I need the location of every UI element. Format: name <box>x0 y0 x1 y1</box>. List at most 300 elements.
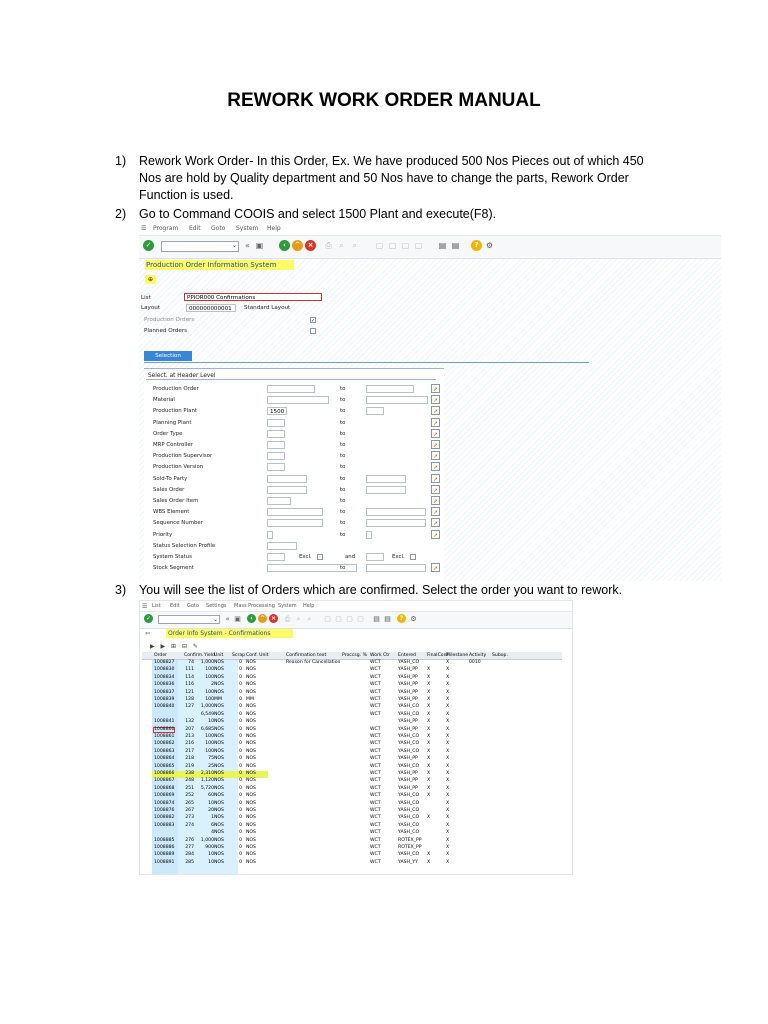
column-header[interactable]: Unit <box>214 653 224 658</box>
production-orders-checkbox[interactable]: ✓ <box>311 318 316 324</box>
multiple-selection-icon[interactable]: ➚ <box>432 430 439 438</box>
toolbar <box>139 236 721 259</box>
table-cell: X <box>446 837 450 843</box>
field-label: WBS Element <box>153 509 190 516</box>
table-cell: NOS <box>246 704 256 710</box>
page-title: REWORK WORK ORDER MANUAL <box>227 90 541 111</box>
table-cell: 20 <box>208 808 214 813</box>
table-cell: 216 <box>185 741 194 747</box>
settings-icon[interactable]: ⚙ <box>485 241 494 250</box>
field-to-input[interactable] <box>366 564 426 572</box>
table-row[interactable] <box>142 734 562 741</box>
table-row[interactable] <box>142 801 562 808</box>
table-row[interactable] <box>142 845 562 852</box>
table-cell: X <box>427 711 431 717</box>
multiple-selection-icon[interactable]: ➚ <box>432 419 439 427</box>
new-session-icon[interactable]: ▤ <box>373 615 380 623</box>
table-row[interactable] <box>142 771 562 778</box>
field-from-input[interactable] <box>267 430 285 438</box>
table-cell: X <box>446 674 450 680</box>
field-from-input[interactable] <box>267 396 329 404</box>
table-cell: 277 <box>185 845 194 850</box>
first-page-icon[interactable]: ▢ <box>324 615 331 623</box>
table-cell: X <box>427 667 431 673</box>
execute-icon[interactable]: ⊕ <box>145 275 156 284</box>
multiple-selection-icon[interactable]: ➚ <box>432 475 439 483</box>
table-cell: 217 <box>185 748 194 754</box>
production-plant-input[interactable]: 1500 <box>267 407 287 415</box>
table-cell: NOS <box>214 719 224 725</box>
table-cell: X <box>446 785 450 791</box>
table-cell: YASH_CO <box>398 711 420 717</box>
menu-system[interactable]: System <box>278 603 297 609</box>
table-row[interactable] <box>142 838 562 845</box>
column-header[interactable]: FinalConf <box>427 653 449 658</box>
multiple-selection-icon[interactable]: ➚ <box>432 464 439 472</box>
field-from-input[interactable] <box>267 497 291 505</box>
cancel-icon[interactable]: × <box>305 240 316 251</box>
field-label: Sequence Number <box>153 520 203 527</box>
table-row[interactable] <box>142 749 562 756</box>
table-cell: NOS <box>214 808 224 813</box>
field-label: Priority <box>153 531 173 538</box>
table-row[interactable] <box>142 852 562 859</box>
table-cell: NOS <box>214 674 224 680</box>
field-to-input[interactable] <box>366 531 372 539</box>
column-header[interactable]: Work Ctr <box>370 653 390 658</box>
table-row[interactable] <box>142 727 562 734</box>
table-row[interactable] <box>142 697 562 704</box>
sap-selection-screenshot <box>139 223 721 581</box>
help-icon[interactable]: ? <box>397 614 406 623</box>
field-from-input[interactable] <box>267 486 307 494</box>
table-cell: 1008863 <box>154 748 175 754</box>
to-label: to <box>340 486 346 493</box>
table-row[interactable] <box>142 823 562 830</box>
table-cell: 128 <box>185 697 194 702</box>
menu-mass-processing[interactable]: Mass Processing <box>234 603 275 609</box>
table-cell: X <box>427 793 431 799</box>
status-profile-input[interactable] <box>267 542 297 550</box>
table-cell: 1008839 <box>154 697 175 702</box>
table-row[interactable] <box>142 764 562 771</box>
table-cell: X <box>446 704 450 710</box>
table-cell: NOS <box>214 800 224 806</box>
table-cell: WCT <box>370 852 381 858</box>
table-cell: YASH_CO <box>398 830 420 836</box>
menu-help[interactable]: Help <box>303 603 315 609</box>
table-cell: 10 <box>208 852 214 858</box>
field-label: Status Selection Profile <box>153 542 216 549</box>
table-row[interactable] <box>142 704 562 711</box>
field-to-input[interactable] <box>366 519 426 527</box>
table-row[interactable] <box>142 741 562 748</box>
table-cell: 0 <box>239 771 242 776</box>
table-cell: YASH_PP <box>398 778 418 784</box>
table-cell: 267 <box>185 808 194 813</box>
alv-toolbar-icons[interactable]: ▶ ▶ ⊞ ⊟ ✎ <box>150 643 200 650</box>
previous-page-icon[interactable]: ▢ <box>335 615 342 623</box>
list-field[interactable]: PPIOR000 Confirmations <box>184 293 322 301</box>
find-icon[interactable]: ⌕ <box>339 241 344 250</box>
table-row[interactable] <box>142 675 562 682</box>
table-cell: NOS <box>246 674 256 680</box>
table-cell: NOS <box>246 830 256 836</box>
multiple-selection-icon[interactable]: ➚ <box>432 486 439 494</box>
table-cell: 0 <box>239 852 242 858</box>
table-cell: 0 <box>239 741 242 747</box>
table-cell: X <box>446 711 450 717</box>
find-next-icon[interactable]: ⌕ <box>307 615 312 623</box>
table-cell: NOS <box>214 756 224 762</box>
multiple-selection-icon[interactable]: ➚ <box>432 453 439 461</box>
table-cell: 1,120 <box>200 778 214 784</box>
table-cell: 1008868 <box>154 785 175 791</box>
table-row[interactable] <box>142 756 562 763</box>
table-cell: NOS <box>246 800 256 806</box>
field-to-input[interactable] <box>366 396 428 404</box>
previous-page-icon[interactable]: ▢ <box>388 241 397 250</box>
menu-program[interactable]: Program <box>153 225 179 232</box>
table-cell: YASH_PP <box>398 667 418 673</box>
table-cell: 219 <box>185 763 194 769</box>
selection-tab[interactable]: Selection <box>144 351 192 361</box>
double-back-icon[interactable]: « <box>245 241 250 250</box>
table-row[interactable] <box>142 682 562 689</box>
table-cell: 0 <box>239 682 242 688</box>
table-row[interactable] <box>142 793 562 800</box>
table-row[interactable] <box>142 808 562 815</box>
table-cell: X <box>446 741 450 747</box>
grid-header <box>142 652 562 660</box>
field-to-input[interactable] <box>366 486 406 494</box>
table-cell: X <box>427 859 431 865</box>
table-cell: 1008834 <box>154 674 175 680</box>
table-cell: 0 <box>239 859 242 865</box>
table-cell: 100 <box>205 689 214 695</box>
field-to-input[interactable] <box>366 385 414 393</box>
table-cell: YASH_CO <box>398 748 420 754</box>
field-to-input[interactable] <box>366 508 426 516</box>
table-cell: WCT <box>370 771 381 776</box>
multiple-selection-icon[interactable]: ➚ <box>432 498 439 505</box>
field-to-input[interactable] <box>366 407 384 415</box>
find-next-icon[interactable]: ⌕ <box>352 241 357 250</box>
table-cell: YASH_CO <box>398 852 420 858</box>
table-cell: 1008891 <box>154 859 175 865</box>
table-cell: WCT <box>370 763 381 769</box>
shortcut-icon[interactable]: ▤ <box>451 241 460 250</box>
shortcut-icon[interactable]: ▤ <box>384 615 391 623</box>
menu-list[interactable]: List <box>152 603 161 609</box>
multiple-selection-icon[interactable]: ➚ <box>432 509 439 517</box>
table-cell: YASH_CO <box>398 808 420 813</box>
table-cell: 0 <box>239 660 242 665</box>
table-cell: NOS <box>246 689 256 695</box>
print-icon[interactable]: ⎙ <box>284 615 291 623</box>
table-cell: WCT <box>370 697 381 702</box>
table-row[interactable] <box>142 860 562 867</box>
table-row[interactable] <box>142 719 562 726</box>
table-cell: 276 <box>185 837 194 843</box>
table-cell: NOS <box>214 711 224 717</box>
table-cell: 6,685 <box>200 726 214 732</box>
table-cell: 0 <box>239 726 242 732</box>
table-row[interactable] <box>142 667 562 674</box>
table-cell: NOS <box>246 660 256 665</box>
command-field[interactable] <box>158 615 220 624</box>
back-arrow-icon[interactable]: ⇦ <box>145 630 151 637</box>
column-header[interactable]: Subop. <box>492 653 508 658</box>
table-cell: YASH_CO <box>398 741 420 747</box>
table-row[interactable] <box>142 778 562 785</box>
screen-heading: Production Order Information System <box>145 260 294 270</box>
print-icon[interactable]: ⎙ <box>325 241 332 250</box>
exit-icon[interactable]: ^ <box>292 240 303 251</box>
table-cell: 1008882 <box>154 815 175 821</box>
table-cell: 100 <box>205 741 214 747</box>
table-cell: X <box>446 800 450 806</box>
table-cell: YASH_PP <box>398 726 418 732</box>
table-cell: NOS <box>214 859 224 865</box>
table-cell: 0 <box>239 815 242 821</box>
double-back-icon[interactable]: « <box>225 615 230 623</box>
column-header[interactable]: Scrap <box>232 653 246 658</box>
table-cell: WCT <box>370 785 381 791</box>
step-text-line: Function is used. <box>139 188 234 202</box>
find-icon[interactable]: ⌕ <box>296 615 301 623</box>
table-cell: YASH_CO <box>398 793 420 799</box>
multiple-selection-icon[interactable]: ➚ <box>432 386 439 393</box>
table-cell: 900 <box>205 845 214 850</box>
menu-goto[interactable]: Goto <box>211 225 226 232</box>
settings-icon[interactable]: ⚙ <box>410 615 417 623</box>
field-from-input[interactable] <box>267 463 285 471</box>
to-label: to <box>340 498 346 504</box>
table-cell: 121 <box>185 689 194 695</box>
menu-system[interactable]: System <box>236 225 259 232</box>
menu-edit[interactable]: Edit <box>189 225 201 232</box>
table-cell: 0 <box>239 785 242 791</box>
excl-checkbox[interactable] <box>410 554 416 560</box>
table-cell: NOS <box>214 763 224 769</box>
table-cell: NOS <box>246 719 256 725</box>
table-cell: NOS <box>214 852 224 858</box>
table-cell: X <box>446 778 450 784</box>
menu-goto[interactable]: Goto <box>187 603 199 609</box>
table-cell: NOS <box>214 771 224 776</box>
toolbar <box>140 612 572 629</box>
field-from-input[interactable] <box>267 553 285 561</box>
table-cell: YASH_PP <box>398 689 418 695</box>
enter-icon[interactable]: ✓ <box>145 615 152 622</box>
field-from-input[interactable] <box>267 475 307 483</box>
layout-field[interactable]: 000000000001 <box>186 304 236 312</box>
menu-bar <box>140 601 572 612</box>
table-cell: X <box>446 756 450 762</box>
and-label: and <box>345 554 356 560</box>
table-row[interactable] <box>142 815 562 822</box>
table-cell: NOS <box>246 815 256 821</box>
back-icon[interactable]: ‹ <box>279 240 290 251</box>
table-cell: NOS <box>214 837 224 843</box>
column-header[interactable]: Activity <box>469 653 487 658</box>
menu-icon[interactable]: ☰ <box>142 603 148 610</box>
column-header[interactable]: Proccsg. % <box>342 653 367 658</box>
table-cell: WCT <box>370 741 381 747</box>
field-label: System Status <box>153 554 192 560</box>
table-row[interactable] <box>142 830 562 837</box>
table-cell: 10 <box>208 859 214 865</box>
column-header[interactable]: Conf. Unit <box>246 653 269 658</box>
menu-icon[interactable]: ☰ <box>141 225 147 232</box>
table-cell: YASH_PP <box>398 697 418 702</box>
table-cell: WCT <box>370 734 381 739</box>
save-icon[interactable]: ▣ <box>255 241 264 250</box>
table-cell: WCT <box>370 704 381 710</box>
table-cell: 2 <box>211 682 214 688</box>
menu-help[interactable]: Help <box>267 225 281 232</box>
multiple-selection-icon[interactable]: ➚ <box>432 531 439 539</box>
table-cell: WCT <box>370 859 381 865</box>
column-header[interactable]: Yield <box>204 653 215 658</box>
next-page-icon[interactable]: ▢ <box>401 241 410 250</box>
table-cell: 248 <box>185 778 194 784</box>
excl-checkbox[interactable] <box>317 554 323 560</box>
table-cell: X <box>446 815 450 821</box>
multiple-selection-icon[interactable]: ➚ <box>432 565 439 573</box>
table-cell: NOS <box>246 845 256 850</box>
table-cell: NOS <box>246 808 256 813</box>
command-field[interactable] <box>161 241 239 252</box>
table-cell: 0010 <box>469 660 481 665</box>
multiple-selection-icon[interactable]: ➚ <box>432 442 439 449</box>
multiple-selection-icon[interactable]: ➚ <box>432 397 439 405</box>
table-cell: NOS <box>214 689 224 695</box>
field-to-input[interactable] <box>366 475 406 483</box>
column-header[interactable]: Entered <box>398 653 416 658</box>
new-session-icon[interactable]: ▤ <box>438 241 447 250</box>
table-cell: 1008889 <box>154 852 175 858</box>
field-label: Sales Order <box>153 486 185 493</box>
table-row[interactable] <box>142 712 562 719</box>
column-header[interactable]: Order <box>154 653 168 658</box>
table-cell: 0 <box>239 667 242 673</box>
table-cell: NOS <box>246 748 256 754</box>
multiple-selection-icon[interactable]: ➚ <box>432 408 439 416</box>
column-header[interactable]: Confirmation text <box>286 653 327 658</box>
table-cell: 285 <box>185 859 194 865</box>
exit-icon[interactable]: ^ <box>259 615 266 622</box>
multiple-selection-icon[interactable]: ➚ <box>432 520 439 528</box>
table-cell: X <box>427 771 431 776</box>
table-cell: 218 <box>185 756 194 762</box>
table-row[interactable] <box>142 786 562 793</box>
first-page-icon[interactable]: ▢ <box>375 241 384 250</box>
table-cell: 1008869 <box>154 793 175 799</box>
field-label: Planning Plant <box>153 419 192 426</box>
table-cell: 1008840 <box>154 704 175 710</box>
table-cell: NOS <box>246 771 256 776</box>
table-cell: WCT <box>370 689 381 695</box>
table-cell: 1,000 <box>200 660 214 665</box>
help-icon[interactable]: ? <box>471 240 482 251</box>
table-cell: 132 <box>185 719 194 725</box>
field-from-input[interactable] <box>267 531 273 539</box>
table-cell: YASH_CO <box>398 763 420 769</box>
field-from-input[interactable] <box>267 452 285 460</box>
last-page-icon[interactable]: ▢ <box>357 615 364 623</box>
field-from-input[interactable] <box>267 519 323 527</box>
field-from-input[interactable] <box>267 419 285 427</box>
production-orders-label: Production Orders <box>144 317 195 323</box>
to-label: to <box>340 464 346 471</box>
table-cell: 111 <box>185 667 194 673</box>
status-and-input[interactable] <box>366 553 384 561</box>
cancel-icon[interactable]: × <box>270 615 277 622</box>
save-icon[interactable]: ▣ <box>234 615 241 623</box>
field-from-input[interactable] <box>267 441 285 449</box>
table-cell: X <box>446 852 450 858</box>
column-header[interactable]: Confirm. <box>184 653 204 658</box>
table-cell: 0 <box>239 756 242 762</box>
to-label: to <box>340 531 346 538</box>
table-cell: 2,310 <box>200 771 214 776</box>
table-cell: 114 <box>185 674 194 680</box>
table-cell: NOS <box>246 734 256 739</box>
table-cell: ROTEX_PP <box>398 845 422 850</box>
table-cell: 1 <box>211 815 214 821</box>
next-page-icon[interactable]: ▢ <box>346 615 353 623</box>
table-cell: X <box>446 719 450 725</box>
table-cell: NOS <box>246 785 256 791</box>
table-cell: X <box>427 697 431 702</box>
menu-settings[interactable]: Settings <box>206 603 227 609</box>
table-cell: NOS <box>214 660 224 665</box>
table-cell: X <box>427 689 431 695</box>
field-label: Production Version <box>153 464 204 471</box>
table-cell: 127 <box>185 704 194 710</box>
table-cell: NOS <box>214 748 224 754</box>
planned-orders-checkbox[interactable] <box>310 328 316 334</box>
table-cell: X <box>446 667 450 673</box>
last-page-icon[interactable]: ▢ <box>414 241 423 250</box>
table-cell: X <box>446 822 450 828</box>
table-cell: 6 <box>211 822 214 828</box>
table-cell: WCT <box>370 778 381 784</box>
menu-edit[interactable]: Edit <box>170 603 180 609</box>
column-header[interactable]: Milestone <box>446 653 469 658</box>
field-from-input[interactable] <box>267 508 323 516</box>
table-cell: WCT <box>370 808 381 813</box>
table-cell: WCT <box>370 682 381 688</box>
step-text-line: Rework Work Order- In this Order, Ex. We have produced 500 Nos Pieces out of which 450 <box>139 154 644 168</box>
table-cell: X <box>427 726 431 732</box>
table-cell: 116 <box>185 682 194 688</box>
step-number: 3) <box>115 583 127 597</box>
table-row[interactable] <box>142 690 562 697</box>
back-icon[interactable]: ‹ <box>247 614 256 623</box>
field-from-input[interactable] <box>267 385 315 393</box>
table-cell: WCT <box>370 756 381 762</box>
enter-icon[interactable]: ✓ <box>143 240 154 251</box>
table-cell: NOS <box>246 852 256 858</box>
table-cell: 1008860 <box>154 726 175 732</box>
table-row[interactable] <box>142 660 562 667</box>
table-cell: YASH_CO <box>398 822 420 828</box>
table-cell: X <box>427 748 431 754</box>
header-selection-panel <box>144 368 444 581</box>
